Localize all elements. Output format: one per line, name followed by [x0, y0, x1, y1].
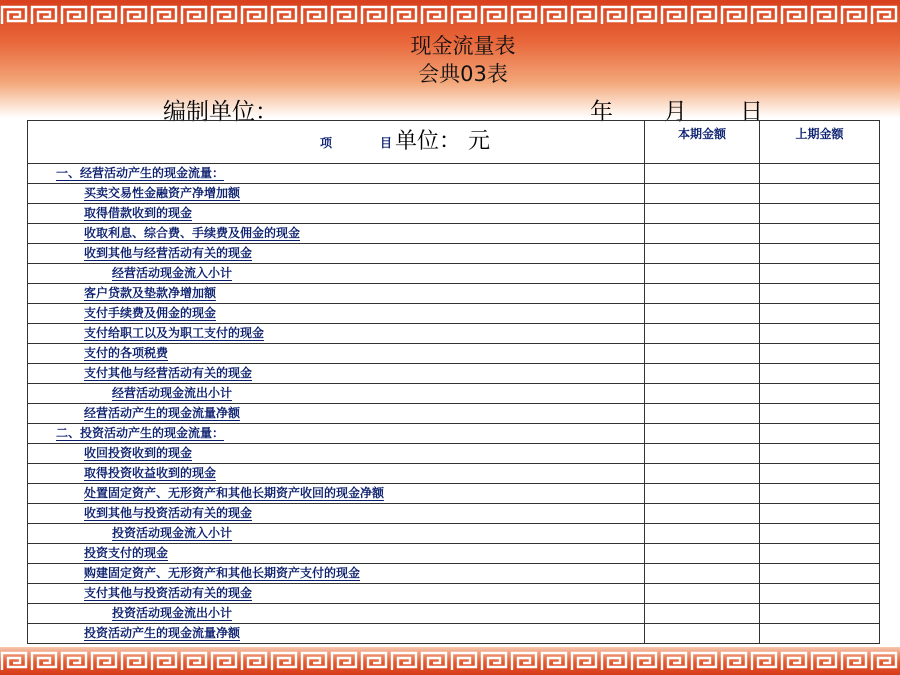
row-previous-amount-cell[interactable] [760, 184, 880, 204]
row-item-cell [28, 324, 645, 344]
row-current-amount-cell[interactable] [645, 184, 760, 204]
row-item-label: 投资活动现金流入小计 [112, 526, 233, 540]
row-current-amount-cell[interactable] [645, 384, 760, 404]
row-item-cell [28, 504, 645, 524]
column-header-item-char1: 项 [320, 135, 333, 150]
row-previous-amount-cell[interactable] [760, 444, 880, 464]
row-item-label: 收到其他与经营活动有关的现金 [84, 246, 253, 260]
table-row [28, 224, 880, 244]
table-row [28, 364, 880, 384]
row-item-cell [28, 404, 645, 424]
table-row [28, 464, 880, 484]
row-previous-amount-cell[interactable] [760, 404, 880, 424]
row-item-cell [28, 204, 645, 224]
row-item-cell [28, 264, 645, 284]
row-item-cell [28, 444, 645, 464]
reporting-unit-label: 编制单位： [163, 99, 278, 125]
row-item-label: 购建固定资产、无形资产和其他长期资产支付的现金 [84, 566, 361, 580]
table-row [28, 264, 880, 284]
date-month-label: 月 [664, 99, 687, 125]
row-current-amount-cell[interactable] [645, 584, 760, 604]
row-current-amount-cell[interactable] [645, 404, 760, 424]
row-item-label: 一、经营活动产生的现金流量： [56, 166, 225, 180]
row-previous-amount-cell[interactable] [760, 384, 880, 404]
footer-decorative-band [0, 647, 900, 675]
row-item-cell [28, 184, 645, 204]
row-current-amount-cell[interactable] [645, 444, 760, 464]
row-item-label: 买卖交易性金融资产净增加额 [84, 186, 241, 200]
row-previous-amount-cell[interactable] [760, 504, 880, 524]
table-row [28, 344, 880, 364]
row-previous-amount-cell[interactable] [760, 344, 880, 364]
row-current-amount-cell[interactable] [645, 344, 760, 364]
row-item-label: 收到其他与投资活动有关的现金 [84, 506, 253, 520]
row-item-label: 取得借款收到的现金 [84, 206, 193, 220]
currency-unit-label: 单位： 元 [395, 129, 490, 154]
row-previous-amount-cell[interactable] [760, 304, 880, 324]
table-row [28, 184, 880, 204]
row-item-label: 支付的各项税费 [84, 346, 169, 360]
row-item-cell [28, 464, 645, 484]
column-header-item [28, 121, 645, 164]
table-row [28, 244, 880, 264]
table-row [28, 544, 880, 564]
row-current-amount-cell[interactable] [645, 324, 760, 344]
row-item-cell [28, 164, 645, 184]
row-current-amount-cell[interactable] [645, 284, 760, 304]
row-item-label: 投资活动现金流出小计 [112, 606, 233, 620]
row-item-cell [28, 524, 645, 544]
row-previous-amount-cell[interactable] [760, 624, 880, 644]
row-item-label: 支付给职工以及为职工支付的现金 [84, 326, 265, 340]
row-previous-amount-cell[interactable] [760, 164, 880, 184]
row-item-label: 处置固定资产、无形资产和其他长期资产收回的现金净额 [84, 486, 385, 500]
table-row [28, 484, 880, 504]
row-current-amount-cell[interactable] [645, 484, 760, 504]
row-item-cell [28, 364, 645, 384]
page-title: 现金流量表 [410, 34, 516, 58]
column-header-previous: 上期金额 [760, 121, 880, 164]
row-previous-amount-cell[interactable] [760, 524, 880, 544]
column-header-item-char2: 目 [380, 135, 393, 150]
table-row [28, 164, 880, 184]
row-current-amount-cell[interactable] [645, 204, 760, 224]
row-item-cell [28, 484, 645, 504]
row-current-amount-cell[interactable] [645, 424, 760, 444]
row-current-amount-cell[interactable] [645, 164, 760, 184]
table-row [28, 584, 880, 604]
table-row [28, 444, 880, 464]
row-item-label: 支付其他与经营活动有关的现金 [84, 366, 253, 380]
row-previous-amount-cell[interactable] [760, 224, 880, 244]
table-row [28, 504, 880, 524]
form-code: 会典03表 [418, 62, 508, 86]
row-item-cell [28, 304, 645, 324]
table-row [28, 384, 880, 404]
row-previous-amount-cell[interactable] [760, 584, 880, 604]
table-row [28, 204, 880, 224]
fret-pattern-top-icon [0, 4, 900, 26]
row-item-label: 收取利息、综合费、手续费及佣金的现金 [84, 226, 301, 240]
row-item-label: 投资支付的现金 [84, 546, 169, 560]
row-current-amount-cell[interactable] [645, 624, 760, 644]
row-item-cell [28, 584, 645, 604]
row-item-cell [28, 244, 645, 264]
row-current-amount-cell[interactable] [645, 524, 760, 544]
row-previous-amount-cell[interactable] [760, 424, 880, 444]
row-previous-amount-cell[interactable] [760, 364, 880, 384]
row-previous-amount-cell[interactable] [760, 484, 880, 504]
row-current-amount-cell[interactable] [645, 564, 760, 584]
row-current-amount-cell[interactable] [645, 544, 760, 564]
row-item-label: 经营活动产生的现金流量净额 [84, 406, 241, 420]
row-item-cell [28, 224, 645, 244]
row-item-cell [28, 344, 645, 364]
row-item-label: 取得投资收益收到的现金 [84, 466, 217, 480]
table-row [28, 424, 880, 444]
row-item-cell [28, 564, 645, 584]
row-current-amount-cell[interactable] [645, 464, 760, 484]
row-item-cell [28, 384, 645, 404]
row-previous-amount-cell[interactable] [760, 464, 880, 484]
row-item-cell [28, 544, 645, 564]
header-decorative-band [0, 0, 900, 118]
row-previous-amount-cell[interactable] [760, 544, 880, 564]
row-item-cell [28, 624, 645, 644]
table-row [28, 304, 880, 324]
row-previous-amount-cell[interactable] [760, 604, 880, 624]
row-item-label: 经营活动现金流入小计 [112, 266, 233, 280]
cash-flow-table [27, 120, 880, 644]
row-item-cell [28, 284, 645, 304]
row-current-amount-cell[interactable] [645, 504, 760, 524]
row-item-cell [28, 604, 645, 624]
table-row [28, 284, 880, 304]
row-item-label: 二、投资活动产生的现金流量： [56, 426, 225, 440]
table-row [28, 324, 880, 344]
row-item-label: 客户贷款及垫款净增加额 [84, 286, 217, 300]
date-day-label: 日 [740, 99, 763, 125]
table-row [28, 404, 880, 424]
row-current-amount-cell[interactable] [645, 244, 760, 264]
date-year-label: 年 [590, 99, 613, 125]
row-item-label: 支付其他与投资活动有关的现金 [84, 586, 253, 600]
row-item-label: 投资活动产生的现金流量净额 [84, 626, 241, 640]
row-current-amount-cell[interactable] [645, 264, 760, 284]
row-previous-amount-cell[interactable] [760, 564, 880, 584]
row-previous-amount-cell[interactable] [760, 324, 880, 344]
column-header-current: 本期金额 [645, 121, 760, 164]
row-item-label: 收回投资收到的现金 [84, 446, 193, 460]
row-previous-amount-cell[interactable] [760, 264, 880, 284]
row-item-label: 经营活动现金流出小计 [112, 386, 233, 400]
row-previous-amount-cell[interactable] [760, 244, 880, 264]
row-item-label: 支付手续费及佣金的现金 [84, 306, 217, 320]
row-previous-amount-cell[interactable] [760, 284, 880, 304]
row-current-amount-cell[interactable] [645, 224, 760, 244]
table-row [28, 564, 880, 584]
table-row [28, 524, 880, 544]
row-previous-amount-cell[interactable] [760, 204, 880, 224]
fret-pattern-bottom-icon [0, 650, 900, 672]
table-row [28, 624, 880, 644]
row-current-amount-cell[interactable] [645, 304, 760, 324]
row-item-cell [28, 424, 645, 444]
row-current-amount-cell[interactable] [645, 604, 760, 624]
row-current-amount-cell[interactable] [645, 364, 760, 384]
table-row [28, 604, 880, 624]
